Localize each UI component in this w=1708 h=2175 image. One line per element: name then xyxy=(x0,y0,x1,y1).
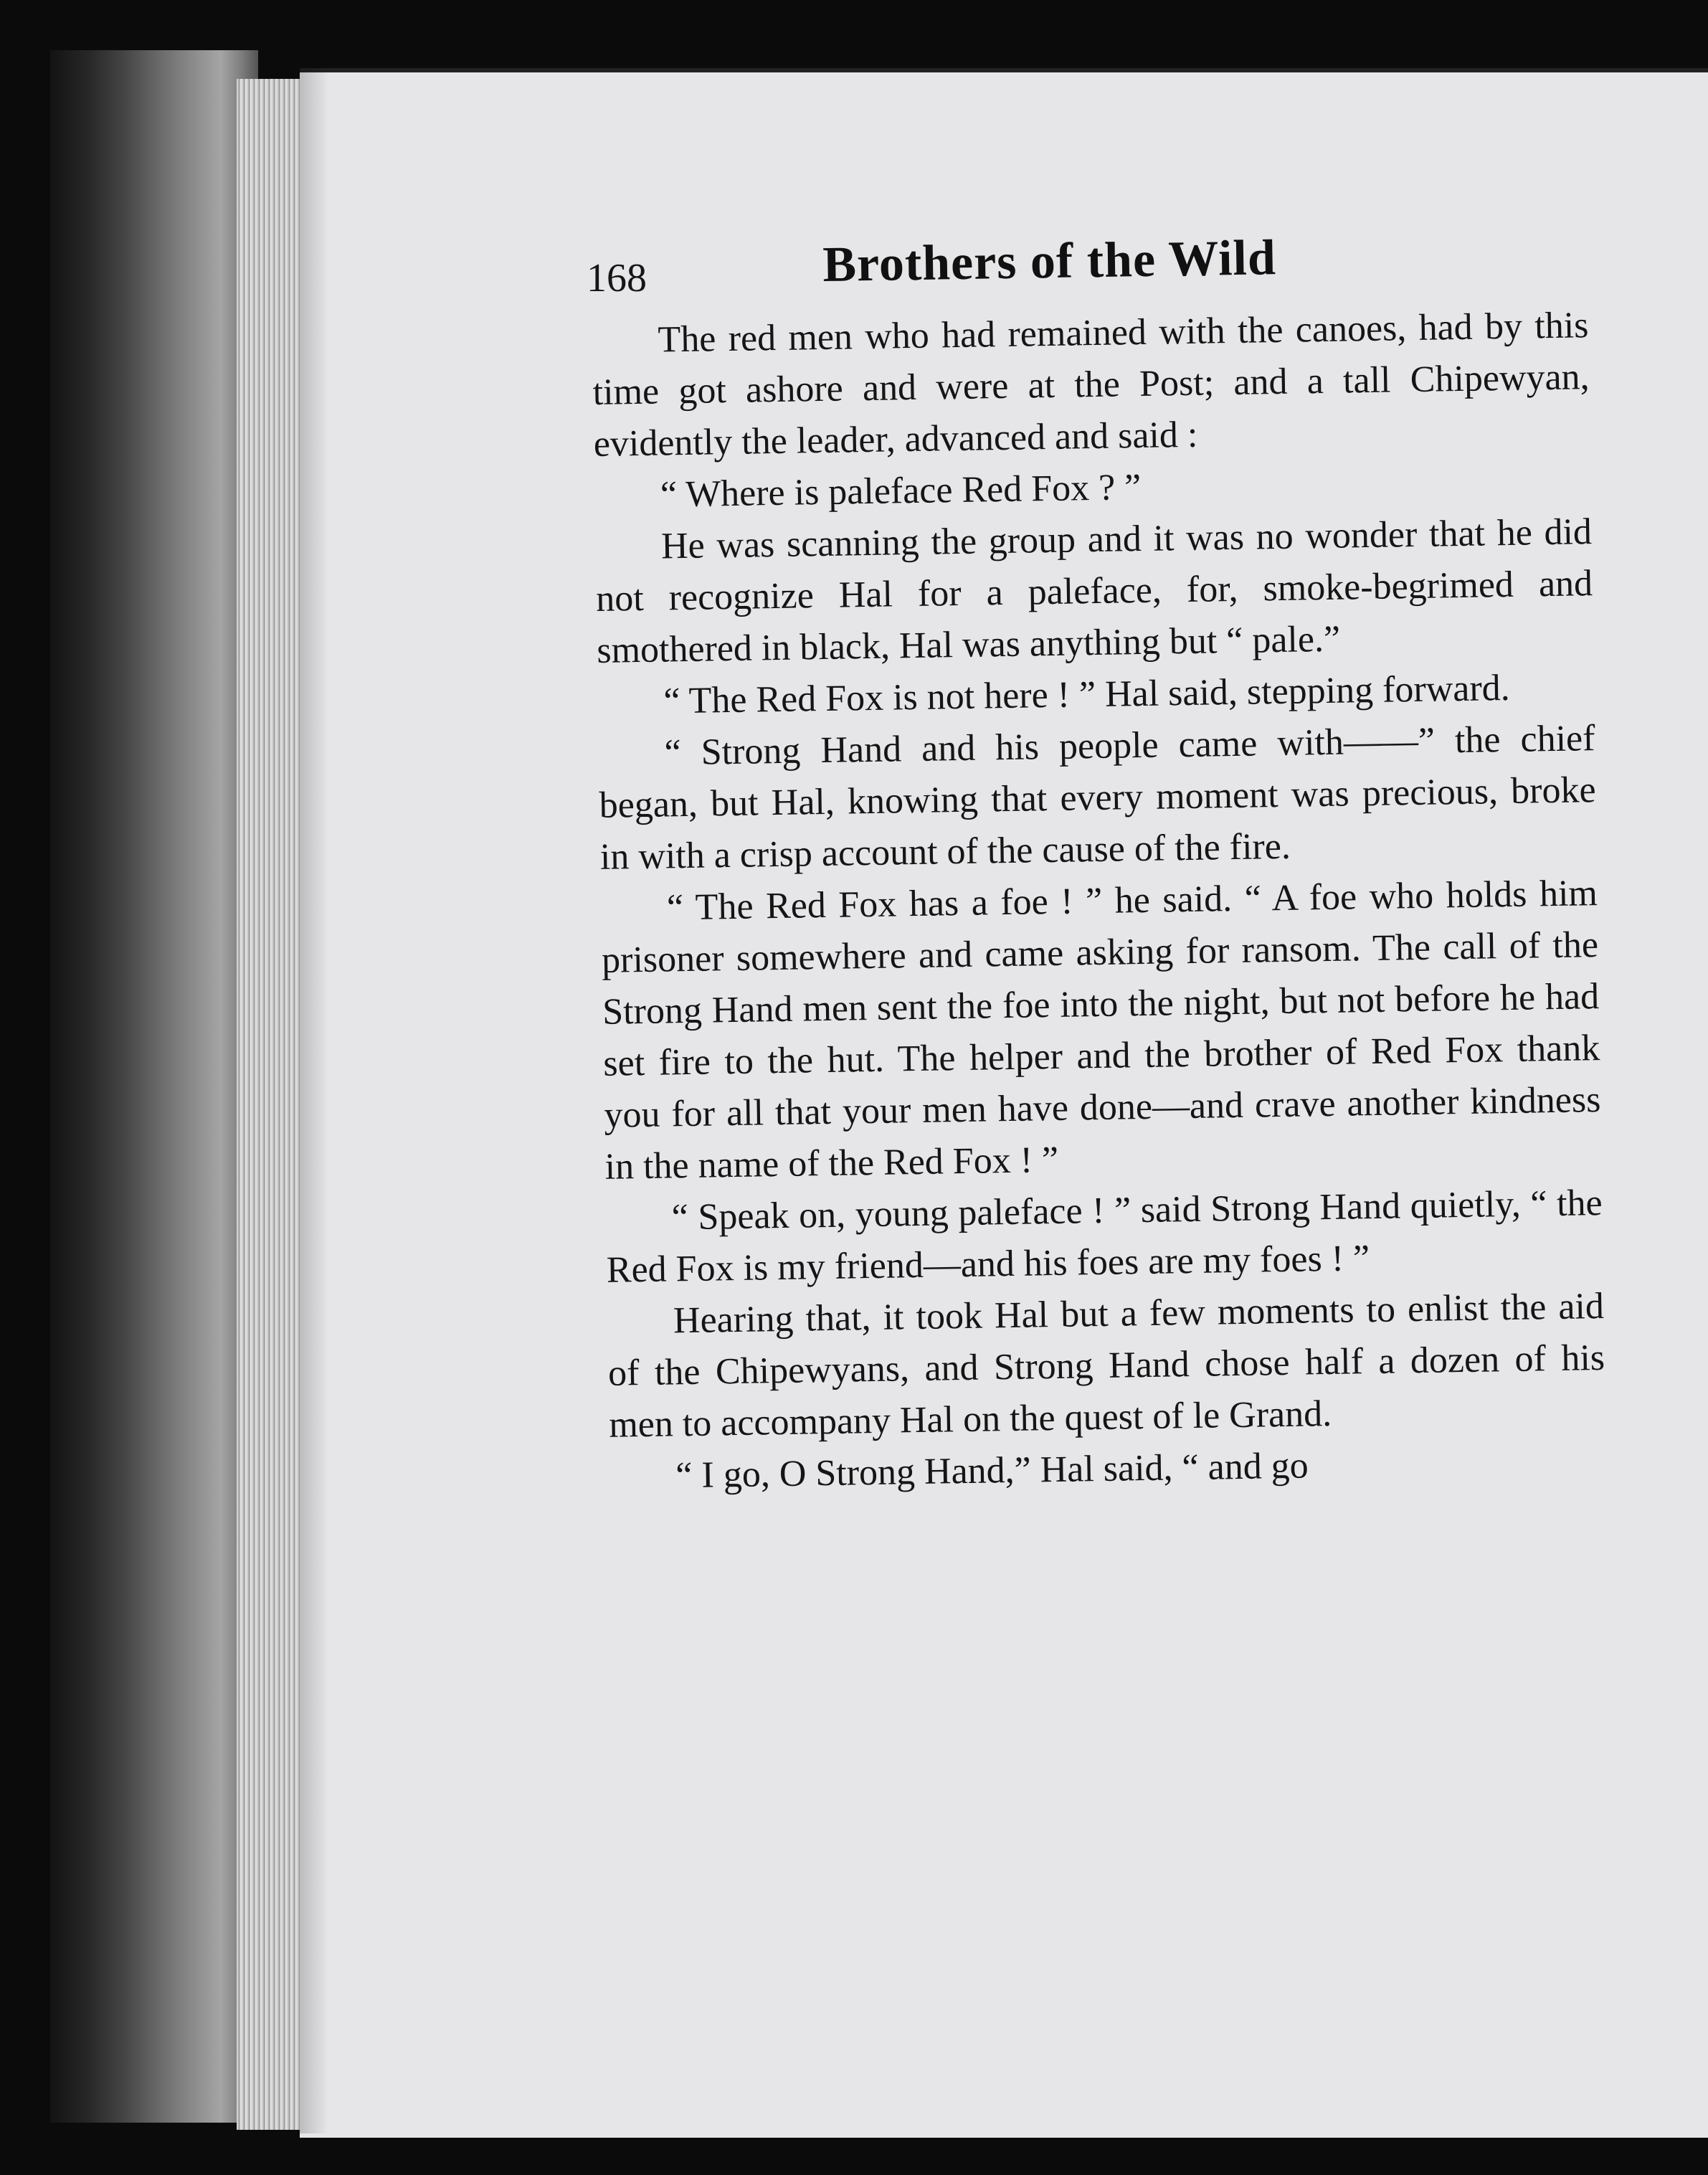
gutter-shadow xyxy=(300,68,328,2133)
paragraph: “ I go, O Strong Hand,” Hal said, “ and go xyxy=(675,1445,1309,1497)
paragraph: He was scanning the group and it was no wonder that he did not recognize Hal for a paleface, for, smoke-begrimed and smothered in black, Hal was anything but “ pale.” xyxy=(595,511,1593,671)
book-title: Brothers of the Wild xyxy=(822,230,1277,293)
paragraph: “ Strong Hand and his people came with——” the chief began, but Hal, knowing that every moment was precious, broke in with a crisp account of the cause of the fire. xyxy=(599,718,1597,878)
paragraph: “ Speak on, young paleface ! ” said Strong Hand quietly, “ the Red Fox is my friend—and his foes are my foes ! ” xyxy=(606,1183,1603,1291)
paragraph: “ The Red Fox has a foe ! ” he said. “ A foe who holds him prisoner somewhere and came asking for ransom. The call of the Strong Hand men sent the foe into the night, but not before he had set fire to the hut. The helper and the brother of Red Fox thank you for all that your men have done—and crave another kindness in the name of the Red Fox ! ” xyxy=(601,873,1601,1188)
paragraph: The red men who had remained with the canoes, had by this time got ashore and were at the Post; and a tall Chipewyan, evidently the leader, advanced and said : xyxy=(592,305,1590,465)
body-text xyxy=(592,300,1607,1503)
paragraph: “ The Red Fox is not here ! ” Hal said, stepping forward. xyxy=(663,667,1511,722)
paragraph: Hearing that, it took Hal but a few moments to enlist the aid of the Chipewyans, and Strong Hand chose half a dozen of his men to accompany Hal on the quest of le Grand. xyxy=(607,1285,1605,1446)
paragraph: “ Where is paleface Red Fox ? ” xyxy=(660,466,1142,516)
book-page-edges xyxy=(50,50,258,2123)
running-head xyxy=(587,230,1605,301)
page-number: 168 xyxy=(587,256,647,300)
book-page-stack xyxy=(237,79,305,2130)
